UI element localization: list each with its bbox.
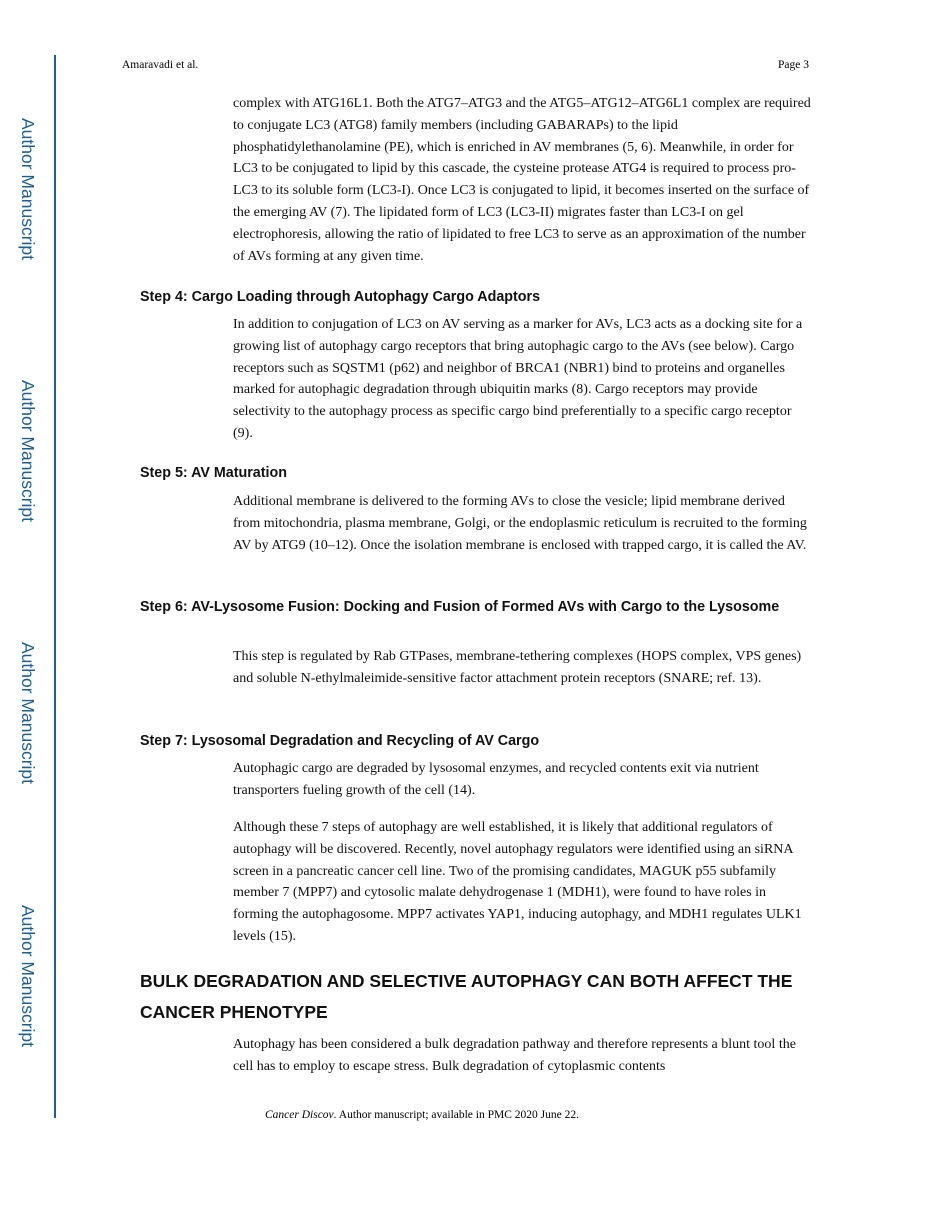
page: Author Manuscript Author Manuscript Author Manuscript Author Manuscript Amaravadi et al. Page 3 complex with ATG16L1. Both the ATG7–ATG3 and the ATG5–ATG12–ATG6L1 complex are required to conjugate LC3 (ATG8) family members (including GABARAPs) to the lipid phosphatidylethanolamine (PE), which is enriched in AV membranes (5, 6). Meanwhile, in order for LC3 to be conjugated to lipid by this cascade, the cysteine protease ATG4 is required to process pro-LC3 to its soluble form (LC3-I). Once LC3 is conjugated to lipid, it becomes inserted on the surface of the emerging AV (7). The lipidated form of LC3 (LC3-II) migrates faster than LC3-I on gel electrophoresis, allowing the ratio of lipidated to free LC3 to serve as an approximation of the number of AVs forming at any given time. Step 4: Cargo Loading through Autophagy Cargo Adaptors In addition to conjugation of LC3 on AV serving as a marker for AVs, LC3 acts as a docking site for a growing list of autophagy cargo receptors that bring autophagic cargo to the AVs (see below). Cargo receptors such as SQSTM1 (p62) and neighbor of BRCA1 (NBR1) bind to proteins and organelles marked for autophagic degradation through ubiquitin marks (8). Cargo receptors may provide selectivity to the autophagy process as specific cargo bind preferentially to a specific cargo receptor (9). Step 5: AV Maturation Additional membrane is delivered to the forming AVs to close the vesicle; lipid membrane derived from mitochondria, plasma membrane, Golgi, or the endoplasmic reticulum is recruited to the forming AV by ATG9 (10–12). Once the isolation membrane is enclosed with trapped cargo, it is called the AV. Step 6: AV-Lysosome Fusion: Docking and Fusion of Formed AVs with Cargo to the Lysosome This step is regulated by Rab GTPases, membrane-tethering complexes (HOPS complex, VPS genes) and soluble N-ethylmaleimide-sensitive factor attachment protein receptors (SNARE; ref. 13). Step 7: Lysosomal Degradation and Recycling of AV Cargo Autophagic cargo are degraded by lysosomal enzymes, and recycled contents exit via nutrient transporters fueling growth of the cell (14). Although these 7 steps of autophagy are well established, it is likely that additional regulators of autophagy will be discovered. Recently, novel autophagy regulators were identified using an siRNA screen in a pancreatic cancer cell line. Two of the promising candidates, MAGUK p55 subfamily member 7 (MPP7) and cytosolic malate dehydrogenase 1 (MDH1), were found to have roles in forming the autophagosome. MPP7 activates YAP1, inducing autophagy, and MDH1 regulates ULK1 levels (15). BULK DEGRADATION AND SELECTIVE AUTOPHAGY CAN BOTH AFFECT THE CANCER PHENOTYPE Autophagy has been considered a bulk degradation pathway and therefore represents a blunt tool the cell has to employ to escape stress. Bulk degradation of cytoplasmic contents Cancer Discov. Author manuscript; available in PMC 2020 June 22. (0, 0, 950, 1230)
intro-paragraph: complex with ATG16L1. Both the ATG7–ATG3 and the ATG5–ATG12–ATG6L1 complex are required to conjugate LC3 (ATG8) family members (including GABARAPs) to the lipid phosphatidylethanolamine (PE), which is enriched in AV membranes (5, 6). Meanwhile, in order for LC3 to be conjugated to lipid by this cascade, the cysteine protease ATG4 is required to process pro-LC3 to its soluble form (LC3-I). Once LC3 is conjugated to lipid, it becomes inserted on the surface of the emerging AV (7). The lipidated form of LC3 (LC3-II) migrates faster than LC3-I on gel electrophoresis, allowing the ratio of lipidated to free LC3 to serve as an approximation of the number of AVs forming at any given time. (233, 96, 811, 264)
footer-availability: . Author manuscript; available in PMC 2020 June 22. (333, 1109, 579, 1121)
footer-citation (265, 1109, 579, 1121)
step-6-heading: Step 6: AV-Lysosome Fusion: Docking and Fusion of Formed AVs with Cargo to the Lysosome (140, 599, 780, 615)
step-7-paragraph: Autophagic cargo are degraded by lysosomal enzymes, and recycled contents exit via nutrient transporters fueling growth of the cell (14). (233, 761, 759, 798)
step-4-paragraph: In addition to conjugation of LC3 on AV serving as a marker for AVs, LC3 acts as a docking site for a growing list of autophagy cargo receptors that bring autophagic cargo to the AVs (see below). Cargo receptors such as SQSTM1 (p62) and neighbor of BRCA1 (NBR1) bind to proteins and organelles marked for autophagic degradation through ubiquitin marks (8). Cargo receptors may provide selectivity to the autophagy process as specific cargo bind preferentially to a specific cargo receptor (9). (233, 317, 803, 441)
closing-paragraph: Although these 7 steps of autophagy are well established, it is likely that additional regulators of autophagy will be discovered. Recently, novel autophagy regulators were identified using an siRNA screen in a pancreatic cancer cell line. Two of the promising candidates, MAGUK p55 subfamily member 7 (MPP7) and cytosolic malate dehydrogenase 1 (MDH1), were found to have roles in forming the autophagosome. MPP7 activates YAP1, inducing autophagy, and MDH1 regulates ULK1 levels (15). (233, 820, 802, 944)
step-5-paragraph: Additional membrane is delivered to the forming AVs to close the vesicle; lipid membrane derived from mitochondria, plasma membrane, Golgi, or the endoplasmic reticulum is recruited to the forming AV by ATG9 (10–12). Once the isolation membrane is enclosed with trapped cargo, it is called the AV. (233, 494, 807, 553)
page-number: Page 3 (778, 59, 809, 71)
running-header-authors: Amaravadi et al. (122, 59, 199, 71)
section-heading: BULK DEGRADATION AND SELECTIVE AUTOPHAGY CAN BOTH AFFECT THE CANCER PHENOTYPE (140, 971, 793, 1022)
step-4-heading: Step 4: Cargo Loading through Autophagy Cargo Adaptors (140, 289, 541, 305)
step-6-paragraph: This step is regulated by Rab GTPases, membrane-tethering complexes (HOPS complex, VPS genes) and soluble N-ethylmaleimide-sensitive factor attachment protein receptors (SNARE; ref. 13). (233, 649, 802, 686)
footer-journal: Cancer Discov (265, 1109, 334, 1121)
sidebar-divider (54, 55, 56, 1118)
step-7-heading: Step 7: Lysosomal Degradation and Recycling of AV Cargo (140, 733, 540, 749)
step-5-heading: Step 5: AV Maturation (140, 465, 287, 481)
section-paragraph: Autophagy has been considered a bulk degradation pathway and therefore represents a blunt tool the cell has to employ to escape stress. Bulk degradation of cytoplasmic contents (233, 1037, 796, 1074)
